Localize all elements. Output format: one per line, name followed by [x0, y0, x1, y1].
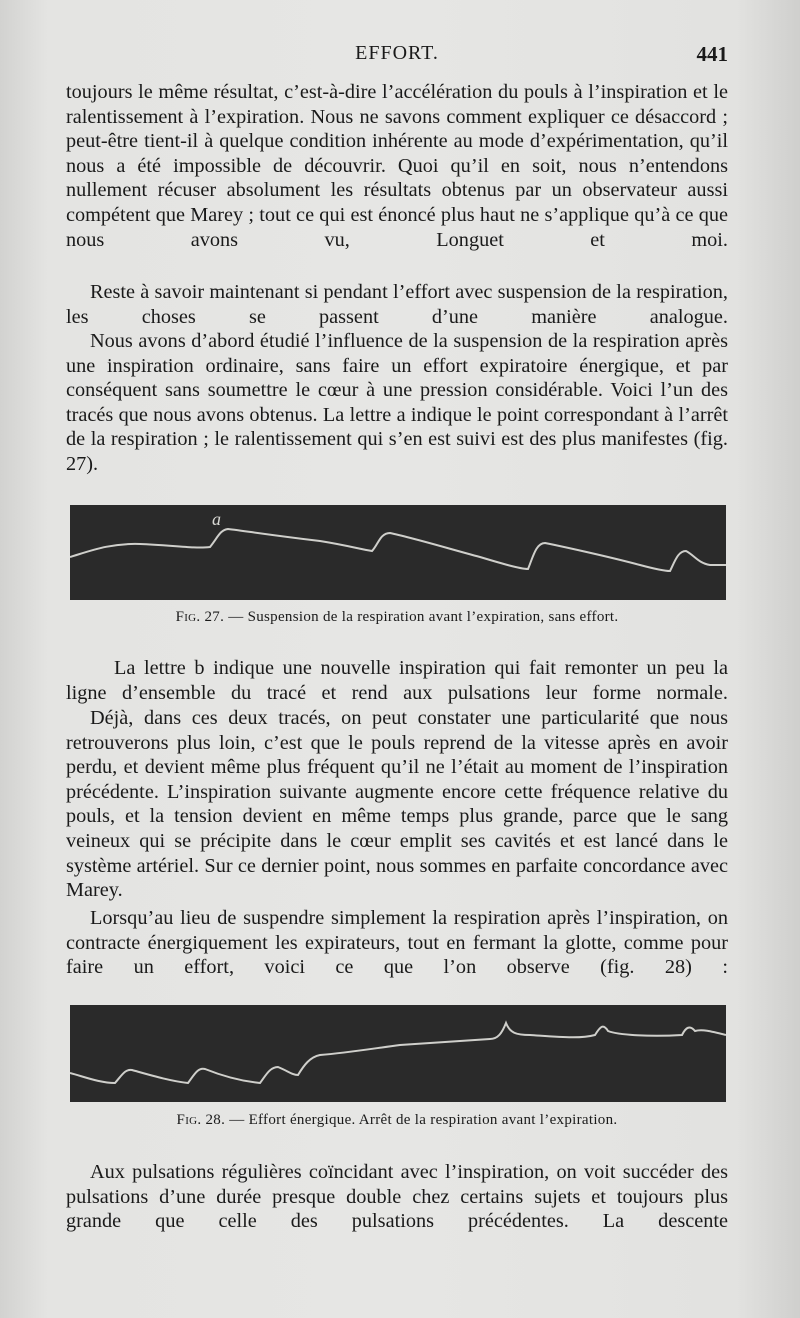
paragraph-6: Lorsqu’au lieu de suspendre simplement la respiration après l’inspiration, on contracte énergiquement les expirateurs, tout en fermant la glotte, comme pour faire un effort, voici ce que l’on observe (fig. 28) : — [66, 907, 728, 979]
pulse-trace-28 — [70, 1005, 726, 1102]
trace-line-27 — [70, 529, 726, 571]
figure-28-caption-text: — Effort énergique. Arrêt de la respiration avant l’expiration. — [229, 1112, 618, 1128]
figure-27-label: Fig. 27. — [175, 609, 225, 625]
paragraph-3: Nous avons d’abord étudié l’influence de la suspension de la respiration après une inspiration ordinaire, sans faire un effort expiratoire énergique, et par conséquent sans soumettre le cœur à une pression considérable. Voici l’un des tracés que nous avons obtenus. La lettre a indique le point correspondant à l’arrêt de la respiration ; le ralentissement qui s’en est suivi est des plus manifestes (fig. 27). — [66, 330, 728, 475]
trace-line-28 — [70, 1023, 726, 1083]
paragraph-2: Reste à savoir maintenant si pendant l’effort avec suspension de la respiration, les choses se passent d’une manière analogue. — [66, 281, 728, 328]
figure-28-caption — [66, 1112, 728, 1129]
page-number: 441 — [696, 42, 728, 66]
paragraph-7: Aux pulsations régulières coïncidant avec l’inspiration, on voit succéder des pulsations d’une durée presque double chez certains sujets et toujours plus grande que celle des pulsations précédentes. La descente — [66, 1161, 728, 1233]
paragraph-1: toujours le même résultat, c’est-à-dire l’accélération du pouls à l’inspiration et le ralentissement à l’expiration. Nous ne savons comment expliquer ce désaccord ; peut-être tient-il à quelque condition inhérente au mode d’expérimentation, qu’il nous a été impossible de découvrir. Quoi qu’il en soit, nous n’entendons nullement récuser absolument les résultats obtenus par un observateur aussi compétent que Marey ; tout ce qui est énoncé plus haut ne s’applique qu’à ce que nous avons vu, Longuet et moi. — [66, 81, 728, 251]
figure-28-label: Fig. 28. — [176, 1112, 226, 1128]
figure-27-caption — [66, 609, 728, 626]
pulse-trace-27 — [70, 505, 726, 600]
running-head — [66, 42, 728, 68]
figure-27-caption-text: — Suspension de la respiration avant l’expiration, sans effort. — [228, 609, 619, 625]
paragraph-4: La lettre b indique une nouvelle inspiration qui fait remonter un peu la ligne d’ensemble du tracé et rend aux pulsations leur forme normale. — [66, 657, 728, 704]
figure-27-trace — [70, 505, 726, 600]
marker-a: a — [212, 509, 221, 529]
figure-28-trace — [70, 1005, 726, 1102]
paragraph-5: Déjà, dans ces deux tracés, on peut constater une particularité que nous retrouverons plus loin, c’est que le pouls reprend de la vitesse après en avoir perdu, et devient même plus fréquent qu’il ne l’était au moment de l’inspiration précédente. L’inspiration suivante augmente encore cette fréquence relative du pouls, et la tension devient en même temps plus grande, parce que le sang veineux qui se précipite dans le cœur emplit ses cavités et est lancé dans le système artériel. Sur ce dernier point, nous sommes en parfaite concordance avec Marey. — [66, 707, 728, 902]
running-title: EFFORT. — [355, 42, 439, 64]
